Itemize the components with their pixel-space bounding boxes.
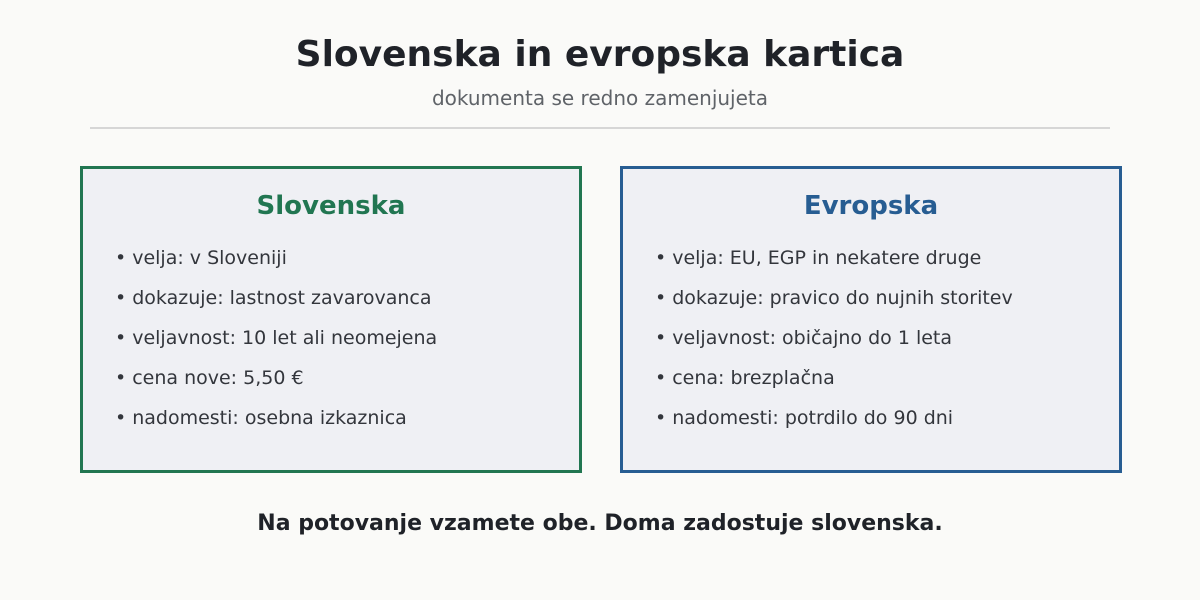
list-item-text: nadomesti: osebna izkaznica [132, 407, 407, 429]
bullet-icon: • [655, 327, 667, 349]
list-item [115, 404, 437, 444]
card-title: Slovenska [256, 191, 406, 221]
list-item [655, 324, 1013, 364]
card-slovenska [80, 166, 582, 473]
list-item-text: nadomesti: potrdilo do 90 dni [672, 407, 954, 429]
list-item [115, 364, 437, 404]
list-item [655, 284, 1013, 324]
list-item-text: velja: v Sloveniji [132, 247, 287, 269]
list-item [655, 364, 1013, 404]
bullet-icon: • [655, 407, 667, 429]
page-title: Slovenska in evropska kartica [295, 34, 905, 75]
footer-note: Na potovanje vzamete obe. Doma zadostuje slovenska. [257, 511, 943, 536]
list-item [655, 244, 1013, 284]
list-item-text: cena nove: 5,50 € [132, 367, 304, 389]
header-divider [90, 127, 1110, 129]
list-item-text: dokazuje: pravico do nujnih storitev [672, 287, 1013, 309]
list-item-text: veljavnost: običajno do 1 leta [672, 327, 953, 349]
bullet-icon: • [115, 327, 127, 349]
card-evropska [620, 166, 1122, 473]
list-item-text: cena: brezplačna [672, 367, 835, 389]
list-item [115, 324, 437, 364]
list-item-text: velja: EU, EGP in nekatere druge [672, 247, 982, 269]
bullet-icon: • [655, 287, 667, 309]
card-list [655, 244, 1013, 444]
list-item [655, 404, 1013, 444]
card-title: Evropska [803, 191, 939, 221]
list-item-text: veljavnost: 10 let ali neomejena [132, 327, 438, 349]
page-subtitle: dokumenta se redno zamenjujeta [431, 86, 769, 110]
bullet-icon: • [655, 247, 667, 269]
bullet-icon: • [655, 367, 667, 389]
bullet-icon: • [115, 367, 127, 389]
list-item [115, 244, 437, 284]
list-item [115, 284, 437, 324]
card-list [115, 244, 437, 444]
list-item-text: dokazuje: lastnost zavarovanca [132, 287, 432, 309]
bullet-icon: • [115, 247, 127, 269]
bullet-icon: • [115, 287, 127, 309]
bullet-icon: • [115, 407, 127, 429]
